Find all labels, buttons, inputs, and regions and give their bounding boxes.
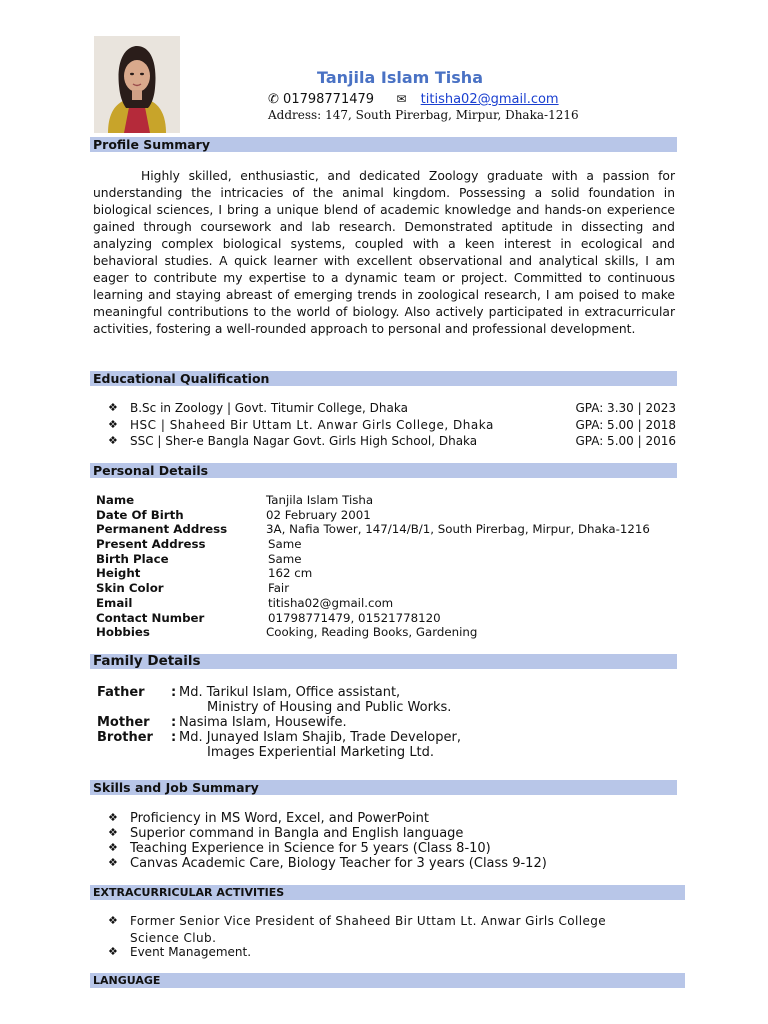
family-row	[97, 700, 657, 715]
contact-row	[268, 92, 559, 107]
personal-key: Hobbies	[96, 625, 150, 640]
personal-value: 02 February 2001	[266, 507, 371, 522]
diamond-bullet-icon: ❖	[108, 914, 119, 927]
education-degree: B.Sc in Zoology | Govt. Titumir College, Dhaka	[130, 401, 408, 415]
family-details-list	[97, 685, 657, 760]
family-row	[97, 685, 657, 700]
personal-value: 01798771479, 01521778120	[268, 610, 441, 625]
personal-value: Fair	[268, 581, 290, 596]
skill-item	[108, 841, 676, 856]
education-degree: SSC | Sher-e Bangla Nagar Govt. Girls High School, Dhaka	[130, 434, 478, 448]
personal-key: Skin Color	[96, 581, 164, 596]
personal-value: titisha02@gmail.com	[268, 595, 394, 610]
personal-row	[96, 596, 676, 611]
education-item	[108, 434, 676, 451]
section-language: LANGUAGE	[90, 973, 685, 988]
diamond-bullet-icon: ❖	[108, 944, 119, 958]
extracurricular-text: Former Senior Vice President of Shaheed Bir Uttam Lt. Anwar Girls College	[130, 914, 607, 928]
personal-row	[96, 537, 676, 552]
family-value: Ministry of Housing and Public Works.	[207, 700, 452, 715]
family-value: Md. Tarikul Islam, Office assistant,	[179, 685, 401, 700]
colon-separator: :	[171, 730, 177, 745]
extracurricular-item	[108, 945, 676, 962]
skill-text: Superior command in Bangla and English language	[130, 826, 464, 841]
personal-row	[96, 625, 676, 640]
personal-key: Present Address	[96, 537, 206, 552]
family-value: Images Experiential Marketing Ltd.	[207, 745, 435, 760]
skill-text: Proficiency in MS Word, Excel, and PowerPoint	[130, 811, 429, 826]
skill-item	[108, 826, 676, 841]
personal-key: Birth Place	[96, 551, 169, 566]
section-profile-summary: Profile Summary	[90, 137, 677, 152]
education-gpa: GPA: 5.00 | 2018	[575, 417, 676, 432]
portrait-image	[94, 36, 180, 133]
skill-item	[108, 811, 676, 826]
personal-value: Same	[268, 537, 302, 552]
personal-key: Height	[96, 566, 141, 581]
family-row	[97, 715, 657, 730]
section-family-details: Family Details	[90, 654, 677, 669]
personal-value: Cooking, Reading Books, Gardening	[266, 625, 478, 640]
education-item	[108, 418, 676, 435]
family-relation: Brother	[97, 730, 153, 745]
skill-text: Canvas Academic Care, Biology Teacher for 3 years (Class 9-12)	[130, 856, 547, 871]
skill-text: Teaching Experience in Science for 5 years (Class 8-10)	[130, 841, 491, 856]
colon-separator: :	[171, 685, 177, 700]
personal-row	[96, 508, 676, 523]
personal-row	[96, 493, 676, 508]
personal-key: Date Of Birth	[96, 507, 184, 522]
family-value: Nasima Islam, Housewife.	[179, 715, 347, 730]
personal-key: Name	[96, 493, 135, 507]
personal-row	[96, 566, 676, 581]
family-value: Md. Junayed Islam Shajib, Trade Developer,	[179, 730, 461, 745]
personal-details-table	[96, 493, 676, 640]
section-education: Educational Qualification	[90, 371, 677, 386]
personal-value: Same	[268, 551, 302, 566]
diamond-bullet-icon: ❖	[108, 417, 118, 431]
extracurricular-text: Event Management.	[130, 944, 252, 959]
personal-key: Email	[96, 595, 133, 610]
education-gpa: GPA: 3.30 | 2023	[575, 401, 676, 415]
profile-summary-body: Highly skilled, enthusiastic, and dedicated Zoology graduate with a passion for understanding the intricacies of the animal kingdom. Possessing a solid foundation in biological sciences, I bring a unique blend of academic knowledge and hands-on experience gained through coursework and lab research. Demonstrated aptitude in dissecting and analyzing complex biological systems, coupled with a keen interest in ecological and behavioral studies. A quick learner with excellent observational and analytical skills, I am eager to contribute my expertise to a dynamic team or project. Committed to continuous learning and staying abreast of emerging trends in zoological research, I am poised to make meaningful contributions to the world of biology. Also actively participated in extracurricular activities, fostering a well-rounded approach to personal and professional development.	[93, 169, 675, 336]
diamond-bullet-icon: ❖	[108, 856, 118, 869]
personal-row	[96, 581, 676, 596]
section-personal-details: Personal Details	[90, 463, 677, 478]
extracurricular-item-continued	[108, 931, 676, 945]
skills-list	[108, 811, 676, 871]
envelope-icon: ✉	[396, 92, 407, 106]
diamond-bullet-icon: ❖	[108, 826, 118, 839]
family-row	[97, 745, 657, 760]
candidate-name: Tanjila Islam Tisha	[317, 68, 483, 87]
education-degree: HSC | Shaheed Bir Uttam Lt. Anwar Girls College, Dhaka	[130, 417, 494, 432]
skill-item	[108, 856, 676, 871]
profile-photo	[94, 36, 180, 133]
personal-value: 162 cm	[268, 566, 313, 581]
family-row	[97, 730, 657, 745]
diamond-bullet-icon: ❖	[108, 401, 118, 414]
diamond-bullet-icon: ❖	[108, 841, 118, 854]
education-item	[108, 401, 676, 418]
personal-value: Tanjila Islam Tisha	[266, 493, 374, 507]
profile-summary-text	[93, 168, 675, 338]
diamond-bullet-icon: ❖	[108, 434, 118, 447]
section-extracurricular: EXTRACURRICULAR ACTIVITIES	[90, 885, 685, 900]
colon-separator: :	[171, 715, 177, 730]
email-link[interactable]: titisha02@gmail.com	[420, 92, 559, 107]
phone-number: 01798771479	[283, 92, 375, 107]
education-list	[108, 401, 676, 451]
personal-row	[96, 552, 676, 567]
extracurricular-text: Science Club.	[130, 930, 217, 945]
address-label: Address:	[268, 108, 322, 122]
address-line	[268, 108, 579, 122]
family-relation: Mother	[97, 715, 150, 730]
extracurricular-item	[108, 914, 676, 931]
personal-value: 3A, Nafia Tower, 147/14/B/1, South Pirerbag, Mirpur, Dhaka-1216	[266, 522, 650, 537]
personal-row	[96, 611, 676, 626]
personal-key: Permanent Address	[96, 522, 228, 537]
address-value: 147, South Pirerbag, Mirpur, Dhaka-1216	[325, 108, 579, 122]
personal-key: Contact Number	[96, 610, 205, 625]
personal-row	[96, 522, 676, 537]
section-skills: Skills and Job Summary	[90, 780, 677, 795]
family-relation: Father	[97, 685, 145, 700]
diamond-bullet-icon: ❖	[108, 811, 118, 824]
phone-icon: ✆	[268, 92, 279, 107]
education-gpa: GPA: 5.00 | 2016	[575, 434, 676, 448]
extracurricular-list	[108, 914, 676, 961]
